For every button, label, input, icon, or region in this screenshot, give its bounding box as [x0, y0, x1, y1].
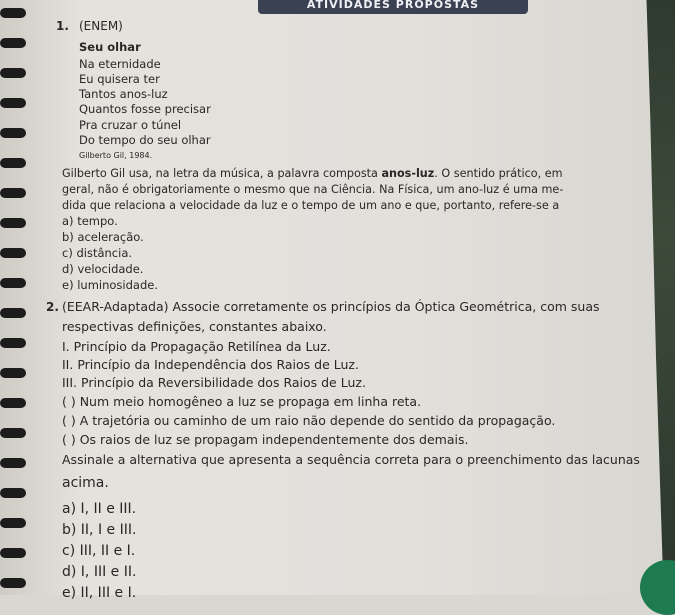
- instruction-line-2: acima.: [62, 475, 109, 491]
- q1-option-e: e) luminosidade.: [62, 278, 158, 292]
- poem-line: Quantos fosse precisar: [79, 102, 211, 116]
- instruction-line-1: Assinale a alternativa que apresenta a sequência correta para o preenchimento das lacunas: [62, 452, 640, 467]
- q2-option-d: d) I, III e II.: [62, 564, 137, 580]
- q2-number: 2.: [46, 300, 59, 314]
- q1-number: 1.: [56, 19, 69, 33]
- notebook-spiral: [0, 0, 26, 595]
- keyword-anos-luz: anos-luz: [381, 167, 435, 180]
- q1-option-d: d) velocidade.: [62, 262, 144, 276]
- q2-option-e: e) II, III e I.: [62, 585, 137, 601]
- poem-line: Pra cruzar o túnel: [79, 118, 182, 132]
- q1-text-line-3: dida que relaciona a velocidade da luz e o tempo de um ano e que, portanto, refere-se a: [62, 199, 560, 212]
- q1-option-b: b) aceleração.: [62, 230, 144, 244]
- definition-3: ( ) Os raios de luz se propagam independentemente dos demais.: [62, 432, 469, 447]
- q1-source: (ENEM): [79, 19, 123, 33]
- principle-3: III. Princípio da Reversibilidade dos Raios de Luz.: [62, 375, 366, 390]
- q2-option-c: c) III, II e I.: [62, 543, 136, 559]
- q1-option-c: c) distância.: [62, 246, 133, 260]
- definition-1: ( ) Num meio homogêneo a luz se propaga em linha reta.: [62, 394, 422, 409]
- principle-1: I. Princípio da Propagação Retilínea da Luz.: [62, 339, 331, 354]
- definition-2: ( ) A trajetória ou caminho de um raio não depende do sentido da propagação.: [62, 413, 556, 428]
- q2-option-a: a) I, II e III.: [62, 501, 137, 517]
- principle-2: II. Princípio da Independência dos Raios de Luz.: [62, 357, 359, 372]
- poem-line: Tantos anos-luz: [79, 87, 168, 101]
- q2-statement-line-2: respectivas definições, constantes abaixo.: [62, 319, 327, 334]
- poem-line: Do tempo do seu olhar: [79, 133, 211, 147]
- section-banner: ATIVIDADES PROPOSTAS: [258, 0, 528, 14]
- q2-statement-line-1: (EEAR-Adaptada) Associe corretamente os princípios da Óptica Geométrica, com suas: [62, 299, 600, 314]
- q1-option-a: a) tempo.: [62, 214, 118, 228]
- q2-option-b: b) II, I e III.: [62, 522, 137, 538]
- poem-line: Eu quisera ter: [79, 72, 160, 86]
- poem-title: Seu olhar: [79, 40, 141, 54]
- poem-line: Na eternidade: [79, 57, 161, 71]
- q1-text-line-1: Gilberto Gil usa, na letra da música, a palavra composta anos-luz. O sentido prático, em: [62, 167, 563, 180]
- poem-citation: Gilberto Gil, 1984.: [79, 151, 153, 160]
- q1-text-line-2: geral, não é obrigatoriamente o mesmo que na Ciência. Na Física, um ano-luz é uma me-: [62, 183, 564, 196]
